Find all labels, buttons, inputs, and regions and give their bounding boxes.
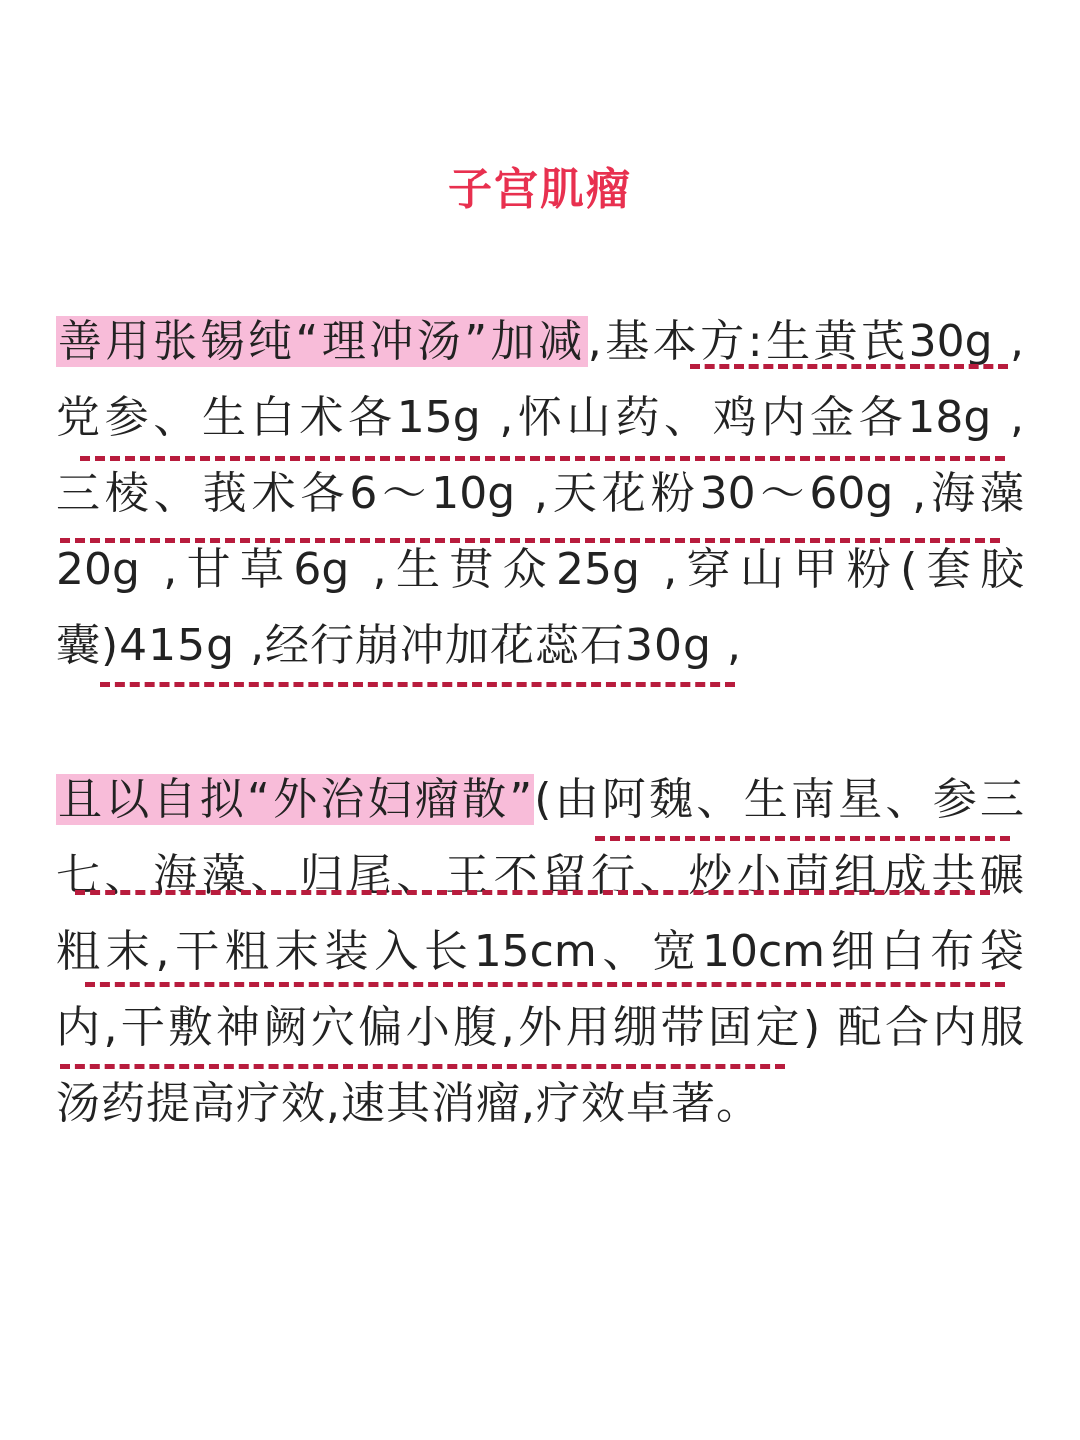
paragraph2-line5: 汤药提高疗效,速其消瘤,疗效卓著。 [56, 1078, 761, 1129]
paragraph2-line2: 七、海藻、归尾、王不留行、炒小茴组成共碾 [56, 850, 1024, 901]
dashed-underline [595, 836, 1010, 841]
dashed-underline [690, 364, 1008, 369]
dashed-underline [100, 682, 735, 687]
paragraph1-line3: 三棱、莪术各6～10g ,天花粉30～60g ,海藻 [56, 468, 1024, 519]
dashed-underline [80, 456, 1005, 461]
paragraph1-line5: 囊)415g ,经行崩冲加花蕊石30g , [56, 620, 742, 671]
paragraph1-line2: 党参、生白术各15g ,怀山药、鸡内金各18g , [56, 392, 1024, 443]
body-text: (由阿魏、生南星、参三 [534, 774, 1024, 825]
dashed-underline [85, 982, 1005, 987]
paragraph1-line1 [56, 312, 1024, 388]
highlight-text: 善用张锡纯“理冲汤”加减 [58, 316, 586, 367]
page-title: 子宫肌瘤 [448, 164, 632, 215]
paragraph2-line4: 内,干敷神阙穴偏小腹,外用绷带固定) 配合内服 [56, 1002, 1024, 1053]
highlight-text: 且以自拟“外治妇瘤散” [58, 774, 533, 825]
paragraph2-line3: 粗末,干粗末装入长15cm、宽10cm细白布袋 [56, 926, 1024, 977]
dashed-underline [60, 1064, 785, 1069]
dashed-underline [60, 538, 1000, 543]
dashed-underline [75, 890, 990, 895]
paragraph2-line1 [56, 770, 1024, 846]
paragraph1-line4: 20g ,甘草6g ,生贯众25g ,穿山甲粉(套胶 [56, 544, 1024, 595]
body-text: ,基本方:生黄芪30g , [587, 316, 1024, 367]
